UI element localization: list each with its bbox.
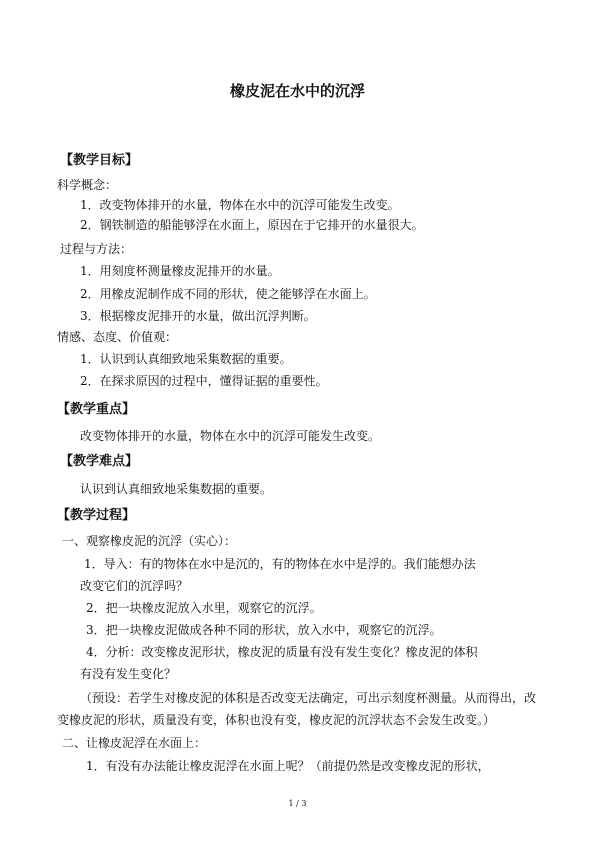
section-heading-key-points: 【教学重点】 [57, 402, 136, 417]
process-part-label: 二、让橡皮泥浮在水面上： [62, 736, 207, 750]
subsection-label-attitudes: 情感、态度、价值观： [57, 330, 178, 344]
process-step: 1．导入：有的物体在水中是沉的，有的物体在水中是浮的。我们能想办法 [84, 557, 476, 571]
list-item: 2．用橡皮泥制作成不同的形状，使之能够浮在水面上。 [80, 287, 376, 301]
list-item: 1．改变物体排开的水量，物体在水中的沉浮可能发生改变。 [80, 198, 400, 212]
process-step-continued: 改变它们的沉浮吗？ [80, 579, 189, 593]
process-step: 1．有没有办法能让橡皮泥浮在水面上呢？（前提仍然是改变橡皮泥的形状， [86, 759, 490, 773]
section-heading-goals: 【教学目标】 [60, 153, 139, 168]
section-heading-process: 【教学过程】 [57, 508, 136, 523]
list-item: 1．用刻度杯测量橡皮泥排开的水量。 [80, 264, 280, 278]
process-step: 4．分析：改变橡皮泥形状，橡皮泥的质量有没有发生变化？橡皮泥的体积 [86, 645, 478, 659]
process-note-continued: 变橡皮泥的形状，质量没有变，体积也没有变，橡皮泥的沉浮状态不会发生改变。） [57, 713, 496, 727]
section-heading-difficulties: 【教学难点】 [60, 454, 139, 469]
list-item: 1．认识到认真细致地采集数据的重要。 [80, 352, 292, 366]
list-item: 2．钢铁制造的船能够浮在水面上，原因在于它排开的水量很大。 [80, 218, 424, 232]
list-item: 2．在探求原因的过程中，懂得证据的重要性。 [80, 374, 328, 388]
document-title: 橡皮泥在水中的沉浮 [229, 82, 365, 100]
subsection-label-concepts: 科学概念： [57, 178, 118, 192]
process-step: 3．把一块橡皮泥做成各种不同的形状，放入水中，观察它的沉浮。 [86, 623, 442, 637]
process-step-continued: 有没有发生变化？ [80, 667, 177, 681]
page-number: 1 / 3 [288, 799, 307, 808]
difficulties-text: 认识到认真细致地采集数据的重要。 [80, 482, 273, 496]
key-points-text: 改变物体排开的水量，物体在水中的沉浮可能发生改变。 [80, 429, 381, 443]
process-step: 2．把一块橡皮泥放入水里，观察它的沉浮。 [86, 601, 322, 615]
process-note: （预设：若学生对橡皮泥的体积是否改变无法确定，可出示刻度杯测量。从而得出，改 [80, 691, 537, 705]
subsection-label-methods: 过程与方法： [60, 242, 133, 256]
list-item: 3．根据橡皮泥排开的水量，做出沉浮判断。 [80, 309, 316, 323]
process-part-label: 一、观察橡皮泥的沉浮（实心）： [62, 534, 237, 548]
